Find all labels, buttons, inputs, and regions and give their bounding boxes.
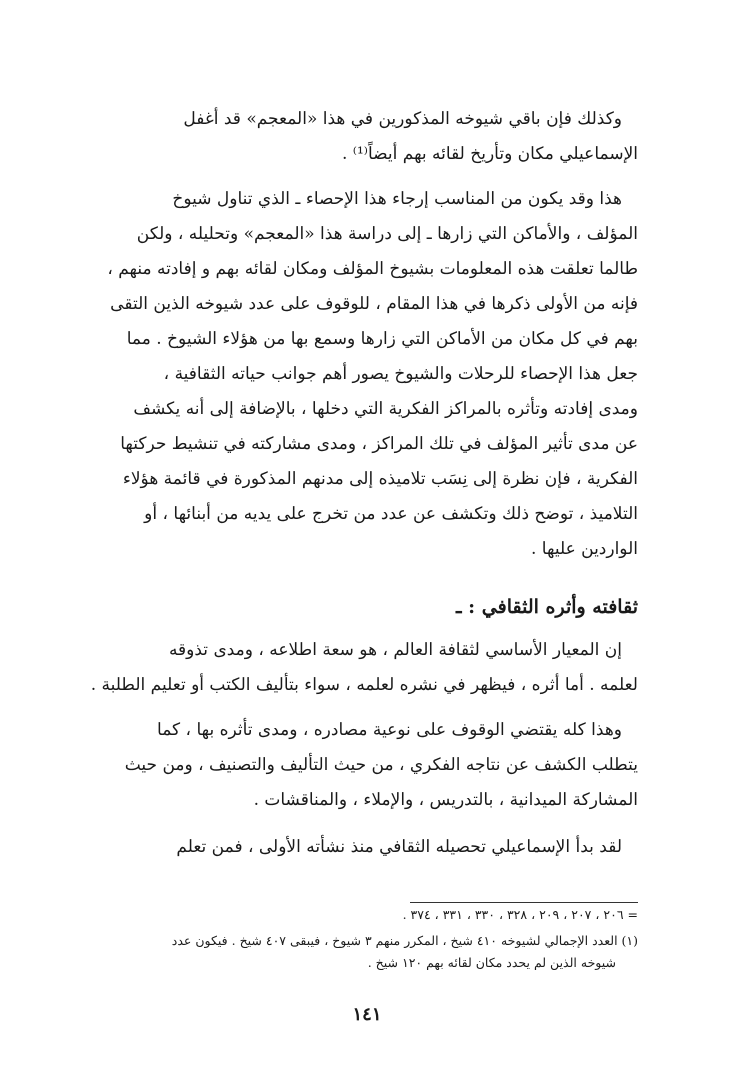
paragraph-1 <box>78 102 638 172</box>
footnote-1 <box>78 930 638 974</box>
section-heading: ثقافته وأثره الثقافي : ـ <box>455 596 638 618</box>
text-line: جعل هذا الإحصاء للرحلات والشيوخ يصور أهم جوانب حياته الثقافية ، <box>163 364 638 384</box>
text-line: الإسماعيلي مكان وتأريخ لقائه بهم أيضاً⁽¹⁾ . <box>341 144 638 164</box>
footnote-line: (١) العدد الإجمالي لشيوخه ٤١٠ شيخ ، المكرر منهم ٣ شيوخ ، فيبقى ٤٠٧ شيخ . فيكون عدد <box>171 933 638 948</box>
text-line: يتطلب الكشف عن نتاجه الفكري ، من حيث التأليف والتصنيف ، ومن حيث <box>124 755 638 775</box>
text-line: لقد بدأ الإسماعيلي تحصيله الثقافي منذ نشأته الأولى ، فمن تعلم <box>176 837 622 857</box>
text-line: وهذا كله يقتضي الوقوف على نوعية مصادره ، ومدى تأثره بها ، كما <box>157 720 622 740</box>
text-line: بهم في كل مكان من الأماكن التي زارها وسمع بها من هؤلاء الشيوخ . مما <box>126 329 638 349</box>
paragraph-2 <box>78 182 638 567</box>
text-line: الفكرية ، فإن نظرة إلى نِسَب تلاميذه إلى مدنهم المذكورة في قائمة هؤلاء <box>122 469 638 489</box>
text-line: إن المعيار الأساسي لثقافة العالم ، هو سعة اطلاعه ، ومدى تذوقه <box>168 640 622 660</box>
text-line: الواردين عليها . <box>531 539 638 559</box>
paragraph-5 <box>78 830 638 865</box>
paragraph-3 <box>78 633 638 703</box>
text-line: فإنه من الأولى ذكرها في هذا المقام ، للوقوف على عدد شيوخه الذين التقى <box>110 294 638 314</box>
text-line: طالما تعلقت هذه المعلومات بشيوخ المؤلف ومكان لقائه بهم و إفادته منهم ، <box>107 259 638 279</box>
text-line: عن مدى تأثير المؤلف في تلك المراكز ، ومدى مشاركته في تنشيط حركتها <box>120 434 638 454</box>
page-number: ١٤١ <box>352 1004 382 1025</box>
paragraph-4 <box>78 713 638 818</box>
text-line: التلاميذ ، توضح ذلك وتكشف عن عدد من تخرج على يديه من أبنائها ، أو <box>144 504 638 524</box>
text-line: المشاركة الميدانية ، بالتدريس ، والإملاء ، والمناقشات . <box>253 790 638 810</box>
text-line: لعلمه . أما أثره ، فيظهر في نشره لعلمه ، سواء بتأليف الكتب أو تعليم الطلبة . <box>90 675 638 695</box>
footnote-divider <box>410 902 638 903</box>
text-line: المؤلف ، والأماكن التي زارها ـ إلى دراسة هذا «المعجم» وتحليله ، ولكن <box>136 224 638 244</box>
text-line: هذا وقد يكون من المناسب إرجاء هذا الإحصاء ـ الذي تناول شيوخ <box>172 189 622 209</box>
text-line: وكذلك فإن باقي شيوخه المذكورين في هذا «المعجم» قد أغفل <box>183 109 622 129</box>
text-line: ومدى إفادته وتأثره بالمراكز الفكرية التي دخلها ، بالإضافة إلى أنه يكشف <box>133 399 638 419</box>
footnote-line: شيوخه الذين لم يحدد مكان لقائه بهم ١٢٠ شيخ . <box>367 955 616 970</box>
footnote-continuation: = ٢٠٦ ، ٢٠٧ ، ٢٠٩ ، ٣٢٨ ، ٣٣٠ ، ٣٣١ ، ٣٧٤ . <box>402 907 638 922</box>
